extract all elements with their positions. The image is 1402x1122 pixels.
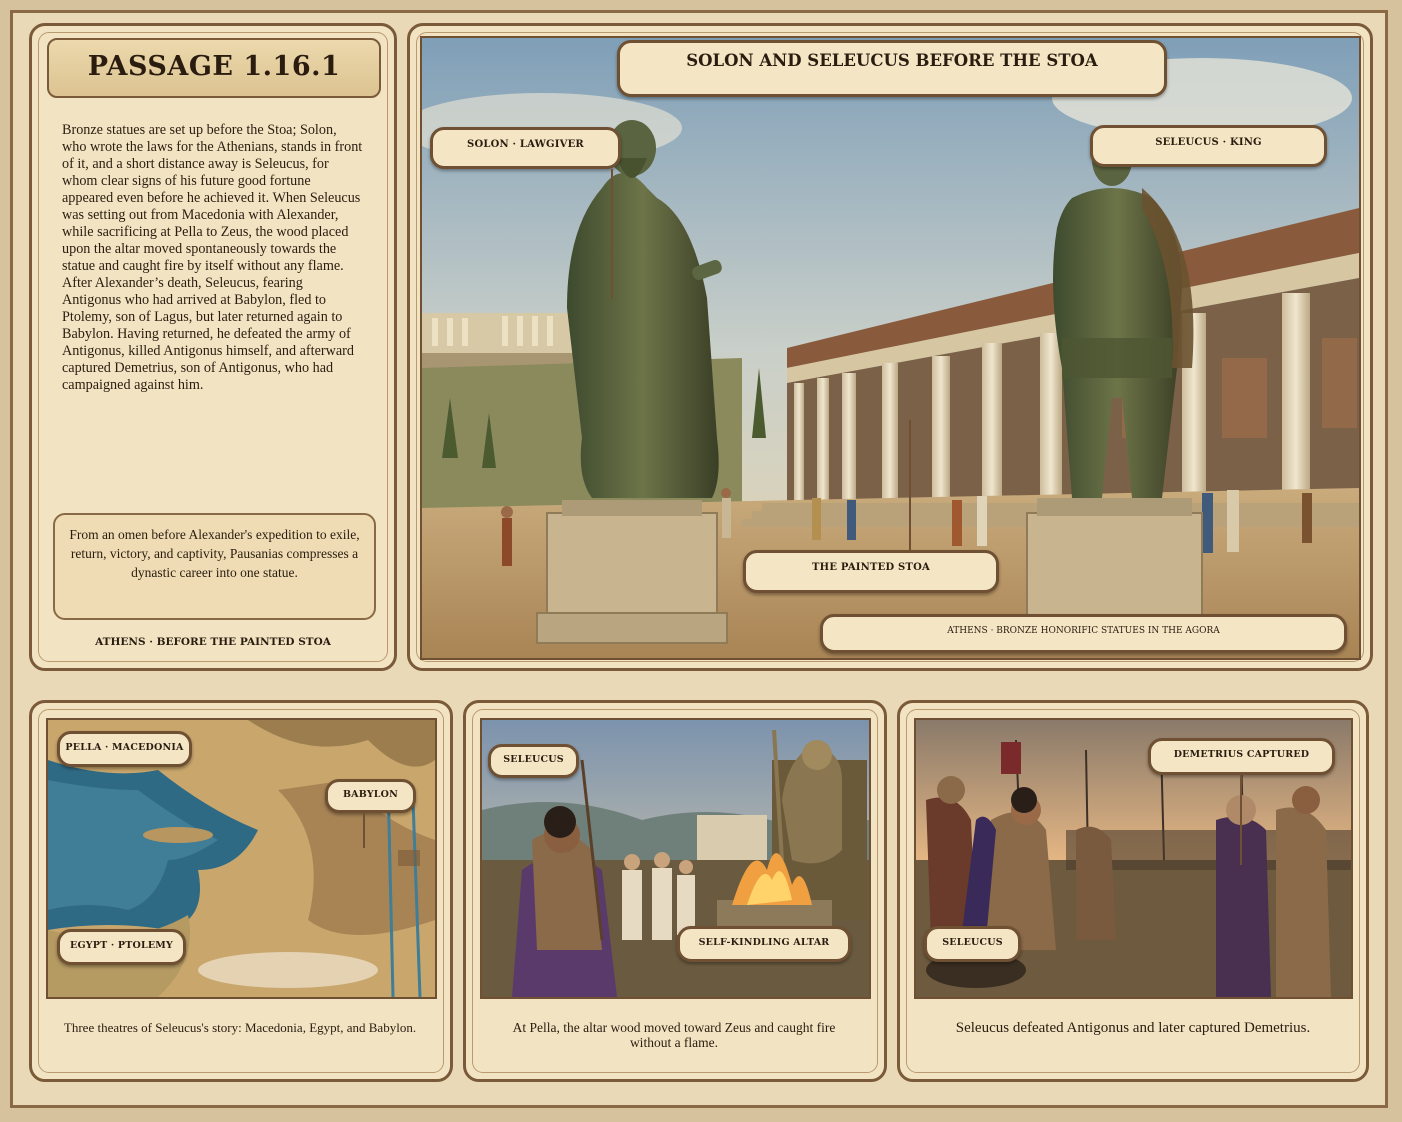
label-solon-pointer bbox=[611, 169, 613, 299]
label-demetrius-pointer bbox=[1240, 775, 1242, 865]
label-altar-seleucus bbox=[488, 744, 579, 778]
map-caption: Three theatres of Seleucus's story: Macedonia, Egypt, and Babylon. bbox=[63, 1020, 417, 1035]
passage-title-box bbox=[47, 38, 381, 98]
label-stoa-pointer bbox=[909, 420, 911, 550]
label-demetrius-captured-text: DEMETRIUS CAPTURED bbox=[1173, 749, 1310, 760]
altar-caption: At Pella, the altar wood moved toward Zeus and caught fire without a flame. bbox=[512, 1020, 836, 1050]
label-solon bbox=[430, 127, 621, 169]
passage-summary-box bbox=[53, 513, 376, 620]
passage-summary: From an omen before Alexander's expedition to exile, return, victory, and captivity, Pausanias compresses a dynastic career into one statue. bbox=[69, 527, 360, 580]
label-seleucus bbox=[1090, 125, 1327, 167]
label-battle-seleucus-text: SELEUCUS bbox=[942, 937, 1003, 948]
label-babylon-text: BABYLON bbox=[342, 789, 399, 800]
label-seleucus-text: SELEUCUS · KING bbox=[1155, 137, 1262, 148]
label-self-kindling-altar bbox=[677, 926, 851, 962]
passage-panel bbox=[29, 23, 397, 671]
label-altar-seleucus-text: SELEUCUS bbox=[503, 754, 564, 765]
label-painted-stoa-text: THE PAINTED STOA bbox=[812, 562, 930, 573]
main-scene-title bbox=[617, 40, 1167, 97]
main-scene-title-text: SOLON AND SELEUCUS BEFORE THE STOA bbox=[686, 51, 1098, 70]
label-egypt-text: EGYPT · PTOLEMY bbox=[70, 940, 173, 951]
battle-caption: Seleucus defeated Antigonus and later captured Demetrius. bbox=[955, 1020, 1311, 1036]
label-battle-seleucus bbox=[924, 926, 1021, 962]
label-babylon bbox=[325, 779, 416, 813]
label-babylon-pointer bbox=[363, 813, 365, 848]
label-self-kindling-altar-text: SELF-KINDLING ALTAR bbox=[698, 937, 830, 948]
label-pella-text: PELLA · MACEDONIA bbox=[65, 742, 184, 753]
label-demetrius-captured bbox=[1148, 738, 1335, 775]
main-scene-caption-text: ATHENS · BRONZE HONORIFIC STATUES IN THE AGORA bbox=[947, 626, 1220, 636]
passage-title: PASSAGE 1.16.1 bbox=[87, 51, 341, 82]
passage-body: Bronze statues are set up before the Stoa; Solon, who wrote the laws for the Athenians, stands in front of it, and a short distance away is Seleucus, for whom clear signs of his future good fortune appeared even before he achieved it. When Seleucus was setting out from Macedonia with Alexander, while sacrificing at Pella to Zeus, the wood placed upon the altar moved spontaneously towards the statue and caught fire by itself without any flame. After Alexander’s death, Seleucus, fearing Antigonus who had arrived at Babylon, fled to Ptolemy, son of Lagus, but later returned again to Babylon. Having returned, he defeated the army of Antigonus, killed Antigonus himself, and afterward captured Demetrius, son of Antigonus, who had campaigned against him. bbox=[62, 122, 363, 393]
label-egypt bbox=[57, 929, 186, 965]
main-scene-caption bbox=[820, 614, 1347, 653]
passage-footer: ATHENS · BEFORE THE PAINTED STOA bbox=[95, 636, 331, 648]
label-painted-stoa bbox=[743, 550, 999, 593]
label-pella bbox=[57, 731, 192, 767]
label-solon-text: SOLON · LAWGIVER bbox=[467, 139, 584, 150]
